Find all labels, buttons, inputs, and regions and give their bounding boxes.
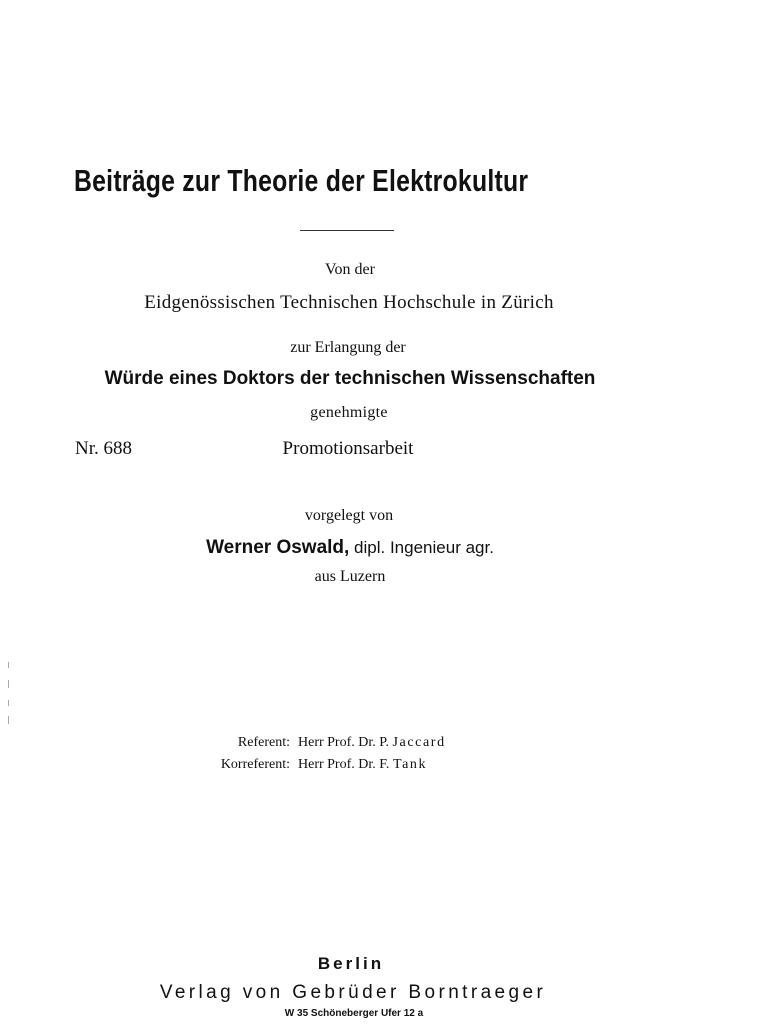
author-name: Werner Oswald, — [206, 537, 350, 558]
author-title: dipl. Ingenieur agr. — [349, 538, 494, 557]
referee-value — [298, 735, 446, 751]
publisher-name: Verlag von Gebrüder Borntraeger — [159, 982, 547, 1003]
presented-by-line: vorgelegt von — [304, 507, 394, 524]
scan-mark — [8, 716, 9, 724]
author-origin: aus Luzern — [314, 568, 386, 585]
referee-row — [0, 735, 768, 755]
thesis-type: Promotionsarbeit — [282, 438, 414, 459]
scan-mark — [8, 662, 9, 668]
document-title: Beiträge zur Theorie der Elektrokultur — [74, 163, 529, 198]
thesis-number: Nr. 688 — [75, 438, 132, 459]
co-referee-value — [298, 757, 427, 773]
scan-mark — [8, 680, 9, 688]
author-line — [206, 537, 494, 559]
attain-line: zur Erlangung der — [290, 339, 406, 356]
degree-name: Würde eines Doktors der technischen Wissenschaften — [104, 368, 596, 389]
publication-city: Berlin — [317, 954, 385, 973]
referee-name: Jaccard — [392, 735, 446, 750]
publisher-address: W 35 Schöneberger Ufer 12 a — [284, 1008, 424, 1019]
scan-mark — [8, 700, 9, 706]
institution-name: Eidgenössischen Technischen Hochschule in Zürich — [144, 292, 554, 313]
from-line: Von der — [325, 261, 375, 278]
co-referee-prefix: Herr Prof. Dr. F. — [298, 757, 393, 772]
co-referee-label: Korreferent: — [220, 757, 290, 772]
referee-label: Referent: — [237, 735, 290, 750]
approved-line: genehmigte — [310, 404, 388, 421]
co-referee-row — [0, 757, 768, 777]
referee-prefix: Herr Prof. Dr. P. — [298, 735, 393, 750]
co-referee-name: Tank — [392, 757, 428, 772]
title-divider — [300, 230, 394, 231]
